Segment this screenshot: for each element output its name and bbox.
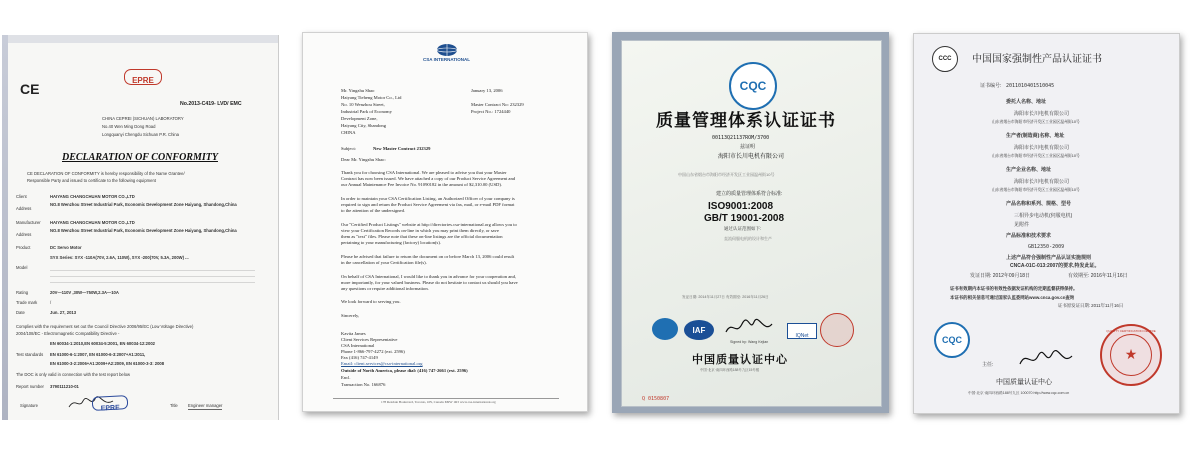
signature-label: Signature <box>20 403 38 408</box>
model-lines <box>50 267 255 285</box>
organization-address: 中国·北京·南四环西路188号九区15号楼 <box>700 368 760 372</box>
paragraph-line: any questions or require additional information. <box>341 286 429 291</box>
subject-label: Subject: <box>341 146 357 151</box>
row-value: HAIYANG CHANGCHUAN MOTOR CO.,LTD <box>50 194 135 199</box>
cqc-logo <box>934 322 970 358</box>
row-value: 20V—110V ,30W—750W,2.3A—10A <box>50 290 119 295</box>
ccc-logo-text: CCC <box>938 56 952 62</box>
standard-iso: ISO9001:2008 <box>708 201 774 212</box>
cqc-emblem-text: CQC <box>739 79 767 93</box>
standard-line-3: EN 61000-3-2:2006+A1:2009+A2:2009, EN 61000-3-3: 2008 <box>50 361 165 366</box>
cqc-emblem <box>729 62 777 110</box>
sig-line: CSA International <box>341 343 375 348</box>
certificate-number: 00113Q21137ROM/3700 <box>712 135 770 141</box>
validity-note: 证书有效期内本证书的有效性依据发证机构的定期监督获得保持。 <box>950 286 1078 291</box>
organization-address: 中国·北京·南四环西路188号九区 100070 http://www.cqc.com.cn <box>968 391 1070 395</box>
row-label: Trade mark <box>16 300 38 305</box>
factory-name: 海阳市长川电机有限公司 <box>1014 179 1070 185</box>
report-number-label: Report number <box>16 384 44 389</box>
row-label: Date <box>16 310 25 315</box>
iqnet-logo <box>787 323 817 339</box>
cqc-quality-certificate-document <box>612 32 889 413</box>
paragraph-line: Our "Certified Product Listings" website at http://directories.csa-international.org allows you to <box>341 222 517 227</box>
client-address: 山东省烟台市海阳市经济开发区工业园区温州街10号 <box>992 120 1080 124</box>
seal-text: QUALITY CERTIFICATION CENTRE <box>1106 329 1156 333</box>
red-certification-seal <box>1100 324 1162 386</box>
lab-name: CHINA CEPREI (SICHUAN) LABORATORY <box>102 116 184 121</box>
directive-line-2: 2004/108/EC - Electromagnetic Compatibility Directive - <box>16 331 120 336</box>
doc-title: DECLARATION OF CONFORMITY <box>62 152 218 163</box>
issue-date: 发证日期: 2012年09月18日 <box>970 273 1031 279</box>
cqc-logo-text: CQC <box>942 335 962 345</box>
seal-star: ★ <box>1124 346 1138 362</box>
query-note: 本证书的相关信息可通过国家认监委网站www.cnca.gov.cn查询 <box>950 295 1075 300</box>
product-label: 产品名称和系列、规格、型号 <box>1006 201 1072 207</box>
title-label: Title <box>170 403 178 408</box>
intro-line-2: Responsible Party and issued to certificate to the following equipment <box>27 178 156 183</box>
proof-label: 兹证明 <box>740 144 756 150</box>
original-issue-date: 证书原发证日期: 2011年11月16日 <box>1058 303 1124 308</box>
client-label: 委托人名称、地址 <box>1006 99 1047 105</box>
row-value: NO.8 Wenzhou Street Industrial Park, Economic Development Zone Haiyang, Shandong,China <box>50 202 237 207</box>
director-signature <box>1018 348 1074 370</box>
factory-address: 山东省烟台市海阳市经济开发区工业园区温州街10号 <box>992 188 1080 192</box>
valid-until: 有效期至: 2016年11月16日 <box>1068 273 1128 279</box>
master-contract: Master Contract No: 232329 <box>471 102 524 107</box>
iaf-logo <box>684 320 714 340</box>
iaf-logo-text: IAF <box>692 326 706 335</box>
product-name: 三相异步电动机(伺服电机) <box>1014 213 1073 219</box>
footer-divider <box>333 398 559 399</box>
paragraph-line: them as "text" files. Please note that these on-line listings are the official documentation <box>341 234 503 239</box>
csa-letter-document <box>302 32 588 412</box>
paragraph-line: Thank you for choosing CSA International. We are pleased to advise you that your Master <box>341 170 507 175</box>
addressee-line: Mr. Yingzhu Shao <box>341 88 375 93</box>
sig-line: Phone 1-866-797-4272 (ext. 2596) <box>341 349 405 354</box>
standard-gbt: GB/T 19001-2008 <box>704 213 785 224</box>
row-label: Address <box>16 206 32 211</box>
addressee-line: Development Zone, <box>341 116 378 121</box>
accreditation-logo-1 <box>652 318 678 340</box>
salutation: Dear Mr. Yingzhu Shao: <box>341 157 386 162</box>
declaration-of-conformity-document <box>2 35 279 420</box>
paragraph-line: our Annual Maintenance Fee Invoice No. 91090182 in the amount of $2,310.00 (USD). <box>341 182 503 187</box>
test-standards-label: Test standards <box>16 352 44 357</box>
paragraph-line: Contract has now been issued. We have attached a copy of our Product Service Agreement and <box>341 176 516 181</box>
paragraph-line: to the attention of the undersigned. <box>341 208 406 213</box>
ce-mark: CE <box>20 81 40 97</box>
enclosure: Encl. <box>341 375 351 380</box>
paragraph-line: pertaining to your manufacturing (factory) location(s). <box>341 240 442 245</box>
standard-value: GB12350-2009 <box>1028 244 1065 250</box>
factory-label: 生产企业名称、地址 <box>1006 167 1052 173</box>
paragraph-line: view your Certification Records on-line in which you may print them directly, or save <box>341 228 499 233</box>
project-number: Project No.: 1724440 <box>471 109 511 114</box>
csa-header: CSA INTERNATIONAL <box>423 57 470 62</box>
lab-address-1: No.40 Wen Ming Dong Road <box>102 124 156 129</box>
epre-logo <box>124 69 162 85</box>
row-label: Rating <box>16 290 29 295</box>
report-number: No.2013-C419- LVD/ EMC <box>180 101 242 107</box>
paragraph-line: Please be advised that failure to return the document on or before March 13, 2006 could result <box>341 254 515 259</box>
cert-number-label: 证书编号: <box>980 83 1002 89</box>
sig-line: Fax (416) 747-4149 <box>341 355 378 360</box>
certificate-header: 中国国家强制性产品认证证书 <box>972 54 1102 65</box>
validity-note: The DOC is only valid in connection with the test report below <box>16 372 131 377</box>
row-value: SYX Series: SYX -110A(70V, 2.6A, 110W), SYX -200(70V, 5.3A, 200W) ... <box>50 255 189 260</box>
lab-address-2: Longquanyi Chengdu Sichuan P.R. China <box>102 132 179 137</box>
manufacturer-address: 山东省烟台市海阳市经济开发区工业园区温州街10号 <box>992 154 1080 158</box>
director-signature <box>724 316 774 338</box>
row-label: Model <box>16 265 28 270</box>
closing: Sincerely, <box>341 313 360 318</box>
outside-north-america: Outside of North America, please dial: (416) 747-2661 (ext. 2596) <box>341 368 468 373</box>
standard-line-2: EN 61000-6-1:2007, EN 61000-6-3:2007+A1:2011, <box>50 352 146 357</box>
addressee-line: Industrial Park of Economy <box>341 109 392 114</box>
csa-globe-logo <box>436 43 458 57</box>
manufacturer-name: 海阳市长川电机有限公司 <box>1014 145 1070 151</box>
rule-line-2: CNCA-01C-013:2007的要求,特发此证。 <box>1010 263 1100 269</box>
left-border-bar <box>2 35 8 420</box>
signed-by: Signed by: Wang Kejian <box>730 340 769 344</box>
intro-line-1: CE DECLARATION OF CONFORMITY is hereby responsibility of the Name Grantee/ <box>27 171 185 176</box>
sig-line: Client Services Representative <box>341 337 398 342</box>
certificate-title: 质量管理体系认证证书 <box>656 111 836 130</box>
row-value: HAIYANG CHANGCHUAN MOTOR CO.,LTD <box>50 220 135 225</box>
ccc-certificate-document <box>913 33 1180 414</box>
issuing-organization: 中国质量认证中心 <box>692 354 788 366</box>
standard-line-1: EN 60034-1:2010,EN 60034-5:2001, EN 60034-12:2002 <box>50 341 155 346</box>
addressee-line: No. 10 Wenzhou Street, <box>341 102 385 107</box>
row-label: Address <box>16 232 32 237</box>
epre-logo-text: EPRE <box>132 76 154 85</box>
directive-line-1: Complies with the requirement set out the Council Directive 2006/95/EC (Low Voltage Directive) <box>16 324 194 329</box>
client-name: 海阳市长川电机有限公司 <box>1014 111 1070 117</box>
epre-stamp-text: EPRE <box>100 404 120 413</box>
addressee-line: Haiyang City, Shandong <box>341 123 386 128</box>
sig-line: Email: client.services@csa-international.org <box>341 361 423 366</box>
sig-line: Kavita James <box>341 331 366 336</box>
rule-line-1: 上述产品符合强制性产品认证实施规则 <box>1006 255 1092 261</box>
manufacturer-label: 生产者(制造商)名称、地址 <box>1006 133 1065 139</box>
row-value: / <box>50 300 52 305</box>
transaction-number: Transaction No. 166876 <box>341 382 386 387</box>
row-label: Client <box>16 194 27 199</box>
iqnet-logo-text: IQNet <box>795 333 809 339</box>
row-label: Product <box>16 245 31 250</box>
paragraph-line: in the cancellation of your Certification file(s). <box>341 260 427 265</box>
ccc-logo <box>932 46 958 72</box>
paragraph-line: On behalf of CSA International, I would like to thank you in advance for your cooperation and, <box>341 274 517 279</box>
issuing-organization: 中国质量认证中心 <box>996 379 1052 386</box>
company-name: 海阳市长川电机有限公司 <box>718 154 785 160</box>
letter-date: January 13, 2006 <box>471 88 503 93</box>
title-value: Engineer manager <box>188 403 223 408</box>
top-border <box>8 35 279 43</box>
row-value: Jun. 27, 2013 <box>50 310 77 315</box>
company-address: 中国山东省烟台市海阳市经济开发区工业园温州街10号 <box>678 172 775 177</box>
cert-number: 2011010401510045 <box>1006 83 1055 89</box>
established-label: 建立的质量管理体系符合标准: <box>716 191 783 197</box>
row-value: DC Servo Motor <box>50 245 82 250</box>
standard-label: 产品标准和技术要求 <box>1006 233 1052 239</box>
epre-stamp <box>92 395 129 411</box>
serial-number: Q 0150807 <box>642 396 670 402</box>
scope-label: 通过认证范围如下: <box>724 226 762 231</box>
product-series: 见附件 <box>1014 222 1030 228</box>
validity-dates: 发证日期: 2014年11月27日 有效期至: 2016年11月26日 <box>682 295 769 299</box>
subject-text: New Master Contract 232329 <box>373 146 431 151</box>
letter-footer: 178 Rexdale Boulevard, Toronto, ON, Canada M9W 1R3 www.csa-international.org <box>381 400 496 404</box>
paragraph-line: more importantly, for your valued business. Please do not hesitate to contact us should you have <box>341 280 518 285</box>
paragraph-line: We look forward to serving you. <box>341 299 401 304</box>
red-seal <box>820 313 854 347</box>
row-label: Manufacturer <box>16 220 41 225</box>
paragraph-line: In order to maintain your CSA Certification Listing, an Authorized Officer of your company is <box>341 196 515 201</box>
report-number-value: 3790111210-01 <box>50 384 79 389</box>
row-value: NO.8 Wenzhou Street Industrial Park, Economic Development Zone Haiyang, Shandong,China <box>50 228 237 233</box>
scope-text: 直流伺服电机的设计和生产 <box>724 236 772 241</box>
paragraph-line: required to sign and return the Product Service Agreement via fax, mail, or e-mail PDF format <box>341 202 515 207</box>
addressee-line: Haiyang Tieheng Motor Co., Ltd <box>341 95 402 100</box>
addressee-line: CHINA <box>341 130 356 135</box>
director-label: 主任: <box>982 362 994 368</box>
